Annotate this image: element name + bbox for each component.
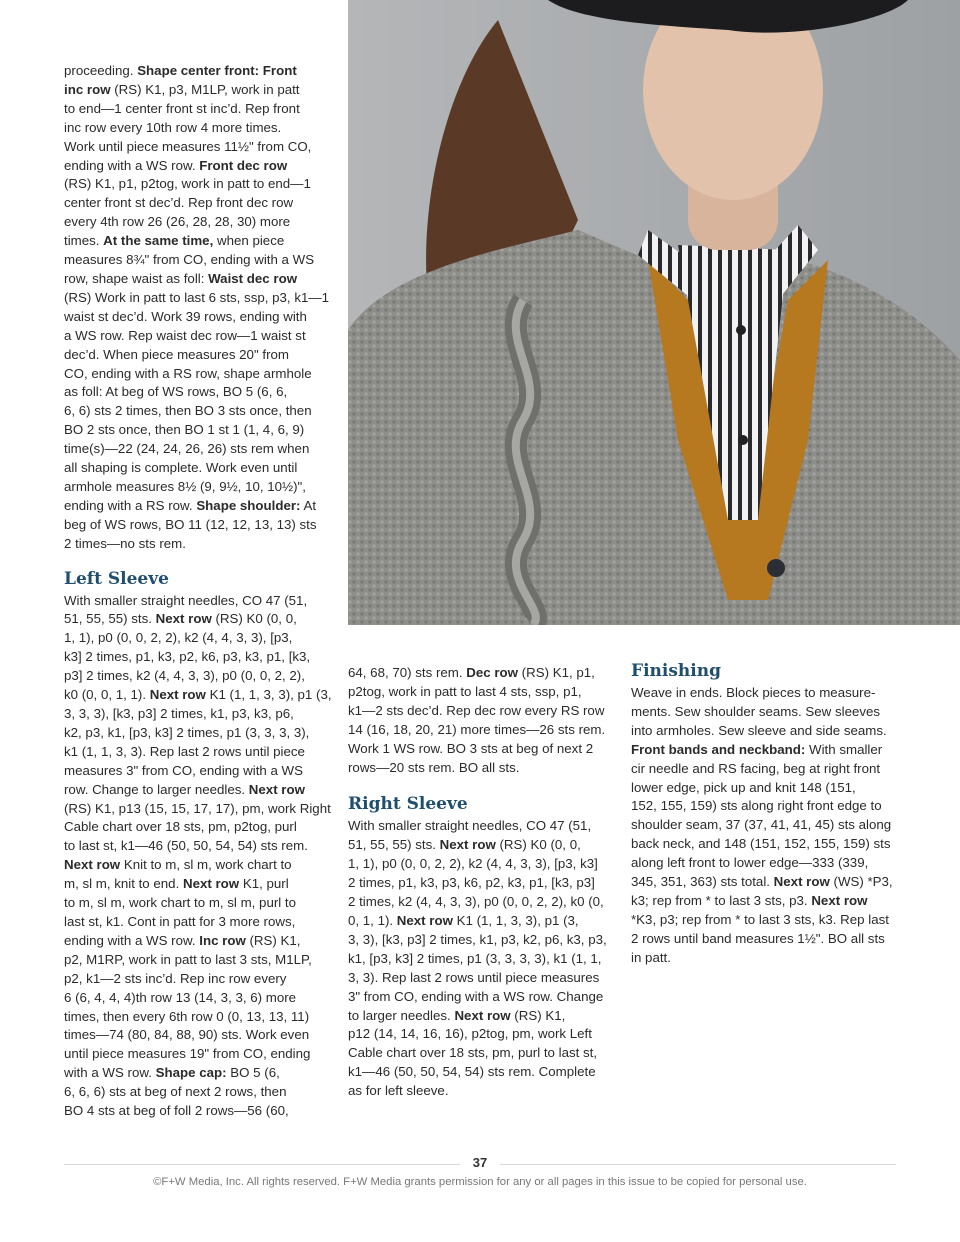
text-line: 6, 6, 6) sts at beg of next 2 rows, then [64,1084,287,1100]
text-line: 14 (16, 18, 20, 21) more times—26 sts rem. [348,721,606,737]
text-line: k2, p3, k1, [p3, k3] 2 times, p1 (3, 3, 3, 3), [64,724,310,740]
text-line: ending with a WS row. Inc row (RS) K1, [64,932,301,948]
text-line: BO 4 sts at beg of foll 2 rows—56 (60, [64,1103,289,1119]
text-line: k1—46 (50, 50, 54, 54) sts rem. Complete [348,1064,596,1080]
page-number: 37 [460,1155,500,1170]
text-line: Work 1 WS row. BO 3 sts at beg of next 2 [348,740,594,756]
text-line: into armholes. Sew sleeve and side seams. [631,722,887,738]
text-line: 3, 3). Rep last 2 rows until piece measures [348,969,600,985]
text-line: inc row every 10th row 4 more times. [64,119,282,135]
text-line: p12 (14, 14, 16, 16), p2tog, pm, work Left [348,1026,592,1042]
text-line: Cable chart over 18 sts, pm, purl to last st, [348,1045,598,1061]
text-line: beg of WS rows, BO 11 (12, 12, 13, 13) sts [64,516,317,532]
text-line: row. Change to larger needles. Next row [64,781,305,797]
text-line: along left front to lower edge—333 (339, [631,855,869,871]
body-text-3 [348,664,616,777]
text-line: until piece measures 19" from CO, ending [64,1046,311,1062]
text-line: (RS) Work in patt to last 6 sts, ssp, p3, k1—1 [64,289,330,305]
text-line: waist st dec’d. Work 39 rows, ending with [64,308,307,324]
text-line: 1, 1), p0 (0, 0, 2, 2), k2 (4, 4, 3, 3), [p3, [64,630,293,646]
text-line: 2 times—no sts rem. [64,535,186,551]
copyright-notice: ©F+W Media, Inc. All rights reserved. F+W Media grants permission for any or all pages in this issue to be copied for personal use. [153,1176,807,1188]
pattern-column-middle [348,664,616,1101]
text-line: shoulder seam, 37 (37, 41, 41, 45) sts along [631,817,892,833]
text-line: ments. Sew shoulder seams. Sew sleeves [631,703,881,719]
text-line: With smaller straight needles, CO 47 (51, [64,592,308,608]
text-line: p2, k1—2 sts inc’d. Rep inc row every [64,970,287,986]
text-line: as foll: At beg of WS rows, BO 5 (6, 6, [64,384,288,400]
text-line: to end—1 center front st inc’d. Rep front [64,100,300,116]
text-line: inc row (RS) K1, p3, M1LP, work in patt [64,81,300,97]
text-line: to last st, k1—46 (50, 50, 54, 54) sts rem. [64,838,308,854]
model-photo [348,0,960,625]
text-line: to m, sl m, work chart to m, sl m, purl to [64,895,297,911]
pattern-column-right [631,660,901,968]
text-line: proceeding. Shape center front: Front [64,63,297,78]
text-line: 1, 1), p0 (0, 0, 2, 2), k2 (4, 4, 3, 3), [p3, k3] [348,856,598,872]
text-line: armhole measures 8½ (9, 9½, 10, 10½)", [64,478,306,494]
body-text-4 [348,817,616,1101]
text-line: k1 (1, 1, 3, 3). Rep last 2 rows until piece [64,743,305,759]
text-line: 51, 55, 55) sts. Next row (RS) K0 (0, 0, [64,611,297,627]
text-line: k3] 2 times, p1, k3, p2, k6, p3, k3, p1, [k3, [64,649,311,665]
text-line: measures 3" from CO, ending with a WS [64,762,303,778]
text-line: times—74 (80, 84, 88, 90) sts. Work even [64,1027,310,1043]
text-line: 2 times, p1, k3, p3, k6, p2, k3, p1, [k3, p3] [348,875,595,891]
text-line: Work until piece measures 11½" from CO, [64,138,312,154]
text-line: dec’d. When piece measures 20" from [64,346,289,362]
text-line: 64, 68, 70) sts rem. Dec row (RS) K1, p1, [348,665,595,680]
text-line: 3, 3, 3), [k3, p3] 2 times, k1, p3, k3, p6, [64,706,294,721]
text-line: rows—20 sts rem. BO all sts. [348,759,520,775]
text-line: all shaping is complete. Work even until [64,460,298,476]
text-line: ending with a WS row. Front dec row [64,157,288,173]
text-line: as for left sleeve. [348,1083,449,1099]
text-line: times, then every 6th row 0 (0, 13, 13, 11) [64,1008,310,1024]
text-line: With smaller straight needles, CO 47 (51, [348,818,592,834]
text-line: Cable chart over 18 sts, pm, p2tog, purl [64,819,297,835]
text-line: BO 2 sts once, then BO 1 st 1 (1, 4, 6, 9) [64,422,305,438]
text-line: lower edge, pick up and knit 148 (151, [631,779,856,795]
text-line: measures 8¾" from CO, ending with a WS [64,252,315,268]
text-line: 2 times, k2 (4, 4, 3, 3), p0 (0, 0, 2, 2), k0 (0, [348,894,604,910]
text-line: in patt. [631,949,671,965]
text-line: center front st dec’d. Rep front dec row [64,195,294,211]
model-photo-illustration [348,0,960,625]
text-line: 6 (6, 4, 4, 4)th row 13 (14, 3, 3, 6) more [64,989,297,1005]
text-line: p2tog, work in patt to last 4 sts, ssp, p1, [348,683,582,699]
text-line: 152, 155, 159) sts along right front edge to [631,798,882,814]
text-line: p2, M1RP, work in patt to last 3 sts, M1LP, [64,951,312,967]
text-line: k1, [p3, k3] 2 times, p1 (3, 3, 3, 3), k1 (1, 1, [348,950,602,966]
text-line: 345, 351, 363) sts total. Next row (WS) *P3, [631,874,893,890]
text-line: k1—2 sts dec’d. Rep dec row every RS row [348,702,605,718]
text-line: k3; rep from * to last 3 sts, p3. Next row [631,892,868,908]
body-text-2 [64,592,336,1121]
text-line: cir needle and RS facing, beg at right front [631,760,881,776]
section-heading-right-sleeve: Right Sleeve [348,794,468,815]
text-line: 3, 3), [k3, p3] 2 times, k1, p3, k2, p6, k3, p3, [348,931,607,947]
text-line: 2 rows until band measures 1½". BO all sts [631,930,885,946]
text-line: row, shape waist as foll: Waist dec row [64,270,298,286]
text-line: m, sl m, knit to end. Next row K1, purl [64,876,289,892]
text-line: a WS row. Rep waist dec row—1 waist st [64,327,306,343]
text-line: 51, 55, 55) sts. Next row (RS) K0 (0, 0, [348,837,581,853]
text-line: to larger needles. Next row (RS) K1, [348,1007,566,1023]
pattern-column-left [64,62,336,1121]
text-line: time(s)—22 (24, 24, 26, 26) sts rem when [64,441,310,457]
text-line: (RS) K1, p13 (15, 15, 17, 17), pm, work Right [64,800,331,816]
text-line: Next row Knit to m, sl m, work chart to [64,857,292,873]
text-line: *K3, p3; rep from * to last 3 sts, k3. Rep last [631,911,889,927]
text-line: 6, 6) sts 2 times, then BO 3 sts once, then [64,403,312,419]
text-line: k0 (0, 0, 1, 1). Next row K1 (1, 1, 3, 3), p1 (3, [64,687,332,703]
text-line: Weave in ends. Block pieces to measure- [631,685,876,700]
text-line: ending with a RS row. Shape shoulder: At [64,497,317,513]
text-line: Front bands and neckband: With smaller [631,741,883,757]
text-line: with a WS row. Shape cap: BO 5 (6, [64,1065,280,1081]
body-text-1 [64,62,336,554]
section-heading-left-sleeve: Left Sleeve [64,568,169,589]
text-line: every 4th row 26 (26, 28, 28, 30) more [64,214,291,230]
text-line: back neck, and 148 (151, 152, 155, 159) sts [631,836,891,852]
text-line: p3] 2 times, k2 (4, 4, 3, 3), p0 (0, 0, 2, 2), [64,668,305,684]
text-line: 0, 1, 1). Next row K1 (1, 1, 3, 3), p1 (3, [348,912,579,928]
text-line: times. At the same time, when piece [64,233,285,249]
text-line: 3" from CO, ending with a WS row. Change [348,988,604,1004]
section-heading-finishing: Finishing [631,661,721,681]
body-text-5 [631,684,901,968]
text-line: (RS) K1, p1, p2tog, work in patt to end—1 [64,176,311,192]
text-line: last st, k1. Cont in patt for 3 more rows, [64,913,296,929]
text-line: CO, ending with a RS row, shape armhole [64,365,312,381]
